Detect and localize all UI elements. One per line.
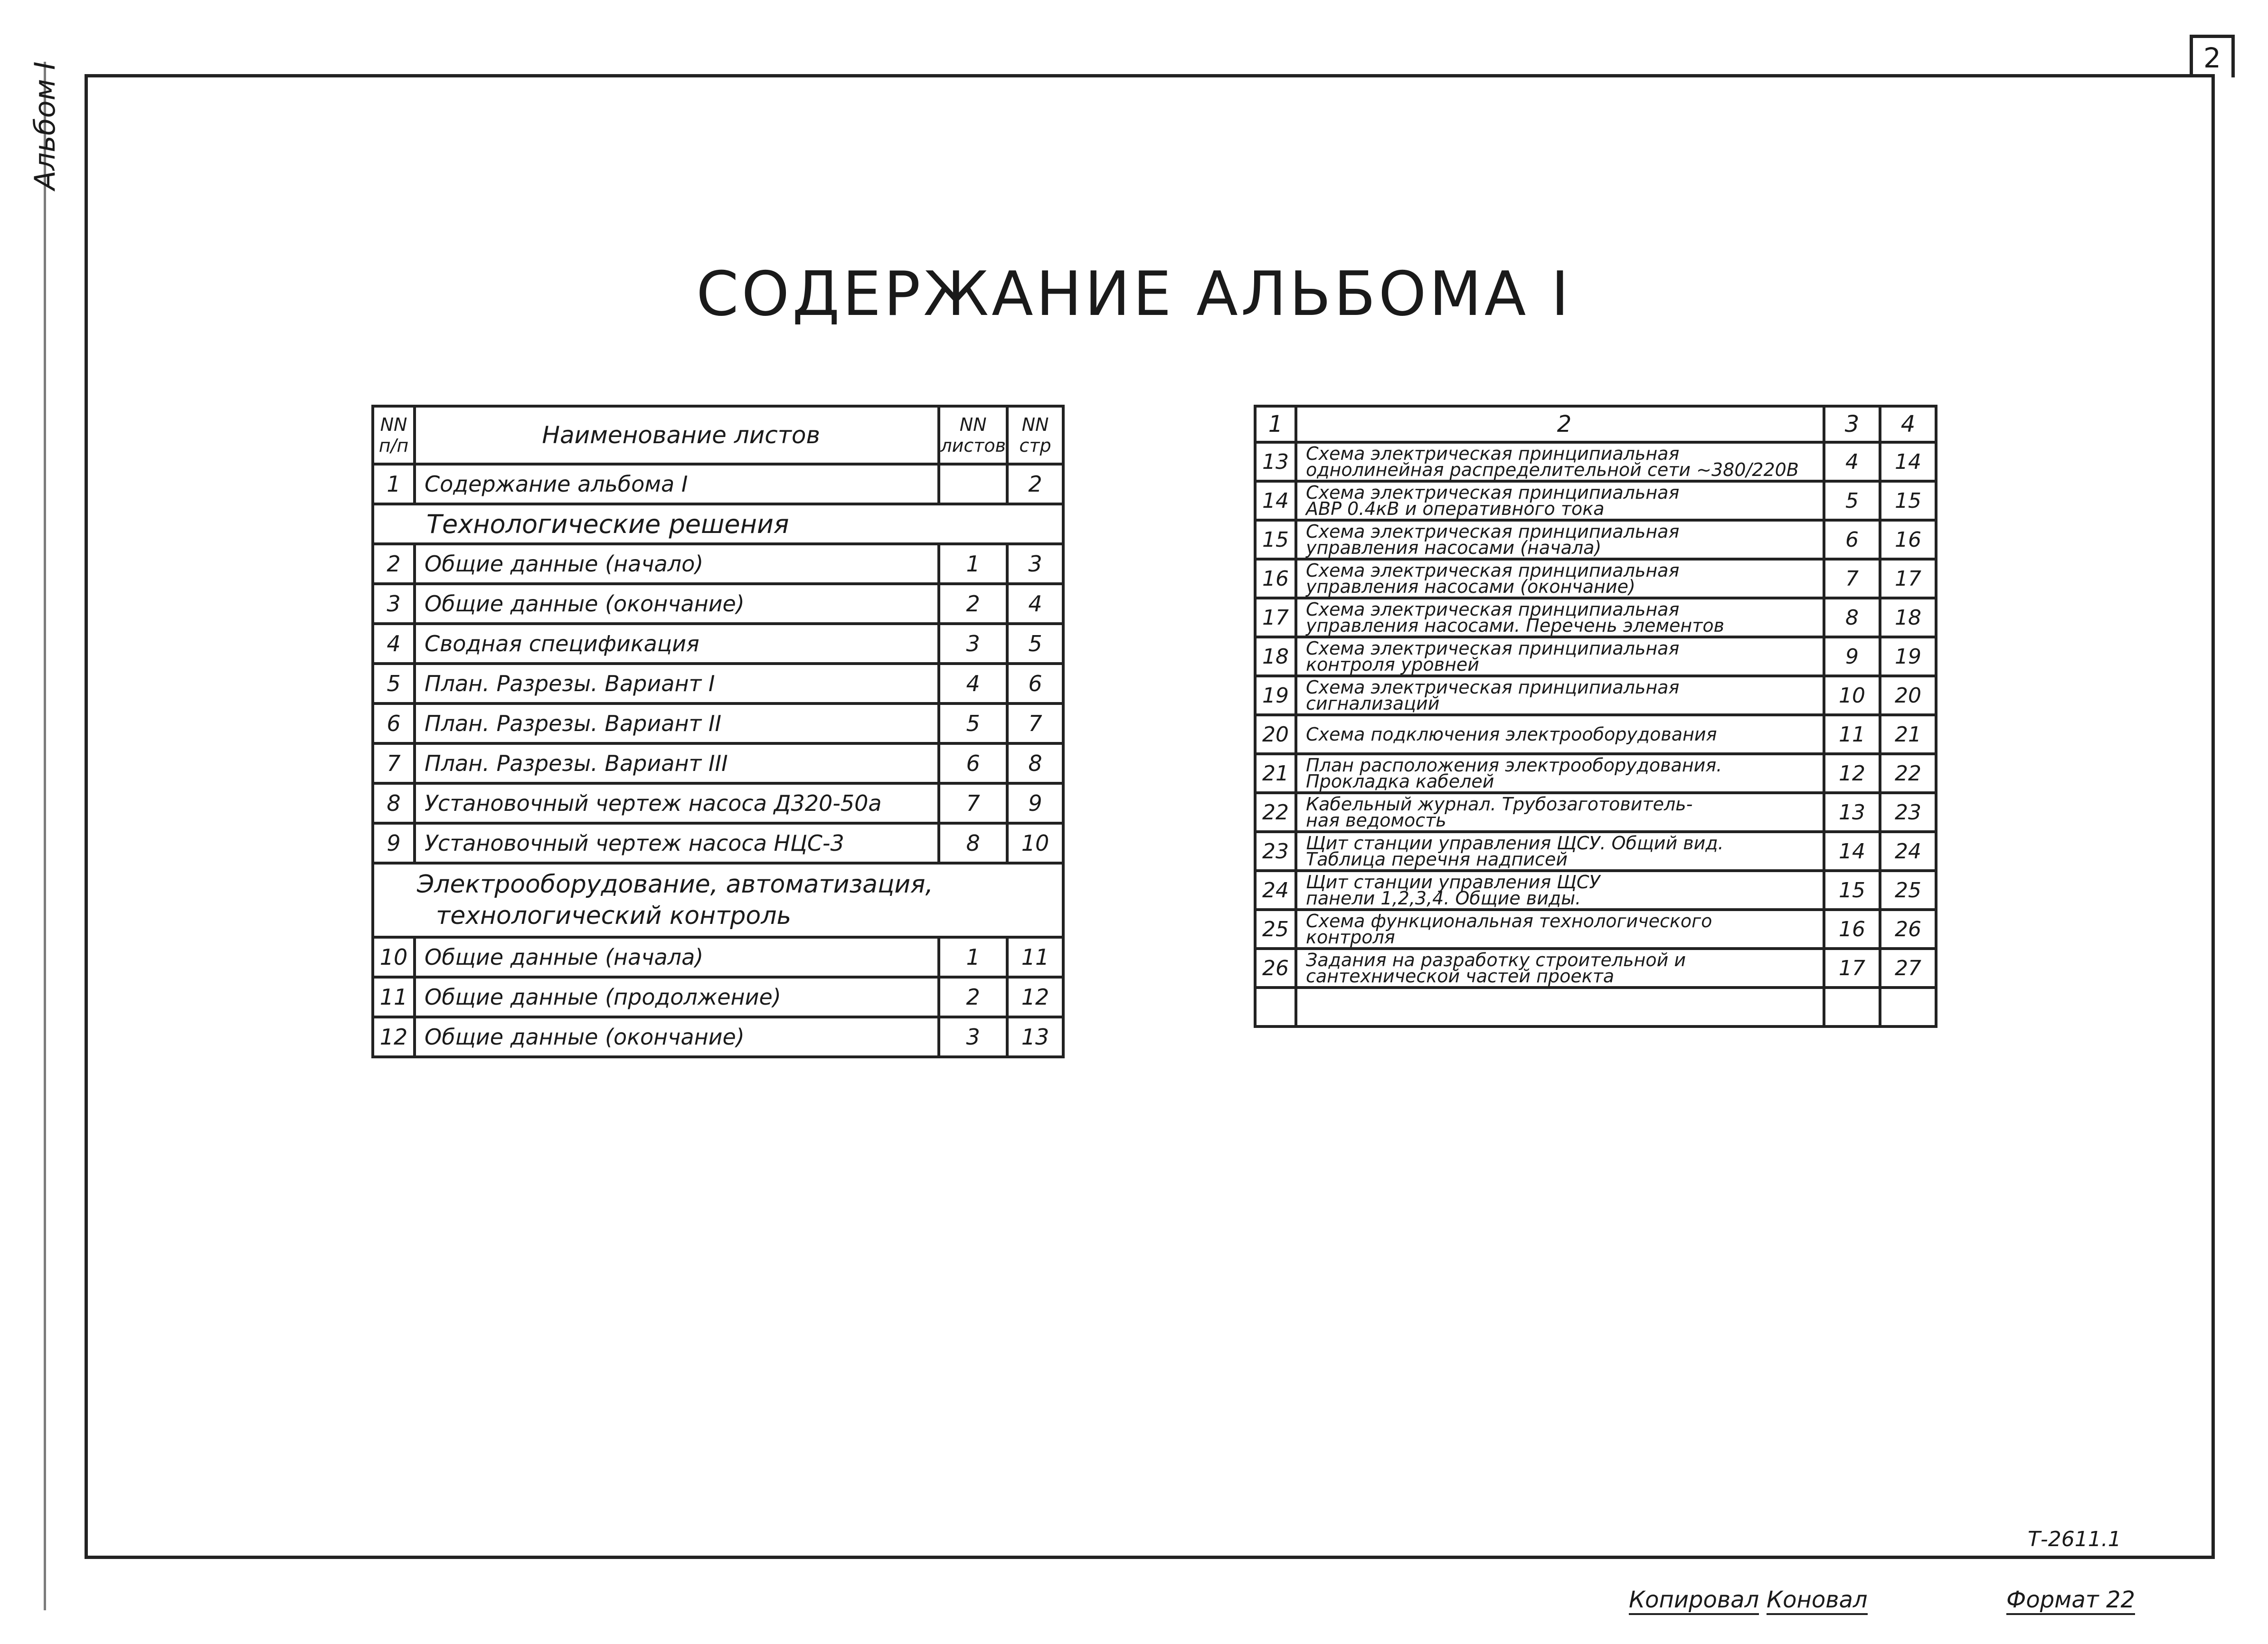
row-name-line2: контроля уровней [1306,654,1479,675]
row-sheet-cell: 7 [939,783,1007,823]
row-name-cell [1296,676,1824,715]
page-title: СОДЕРЖАНИЕ АЛЬБОМА I [696,259,1572,330]
row-page-cell: 2 [1007,464,1063,504]
row-num-cell: 7 [373,743,415,783]
row-num-cell: 14 [1255,481,1296,520]
header-sheet-cell: NN листов [939,406,1007,464]
row-name-cell [1296,754,1824,793]
section-heading-line2: технологический контроль [436,902,792,930]
row-num-cell: 25 [1255,910,1296,949]
row-page-cell: 3 [1007,544,1063,584]
row-num-cell: 20 [1255,715,1296,754]
row-name-cell: План. Разрезы. Вариант III [415,743,939,783]
row-name-line1: Схема функциональная технологического [1306,911,1712,931]
row-sheet-cell [1824,988,1880,1026]
row-page-cell: 20 [1880,676,1936,715]
row-page-cell: 8 [1007,743,1063,783]
row-name-cell [1296,481,1824,520]
row-name-line1: Схема электрическая принципиальная [1306,482,1680,503]
table-row [1255,832,1936,871]
row-name-line2: Прокладка кабелей [1306,771,1494,792]
row-page-cell: 21 [1880,715,1936,754]
row-name-line2: сантехнической частей проекта [1306,966,1615,987]
table-row [1255,676,1936,715]
row-num-cell: 26 [1255,949,1296,988]
row-name-line1: Схема подключения электрооборудования [1306,724,1717,745]
row-name-line1: Схема электрическая принципиальная [1306,638,1680,659]
row-sheet-cell: 1 [939,937,1007,977]
row-sheet-cell: 5 [939,703,1007,743]
row-name-line1: План расположения электрооборудования. [1306,755,1722,776]
table-row [373,823,1063,863]
table-row [373,937,1063,977]
row-sheet-cell: 15 [1824,871,1880,910]
row-page-cell: 5 [1007,624,1063,664]
contents-table-right [1254,405,1937,1028]
row-sheet-cell: 14 [1824,832,1880,871]
table-row [1255,442,1936,481]
row-name-line1: Кабельный журнал. Трубозаготовитель- [1306,794,1693,815]
row-num-cell: 21 [1255,754,1296,793]
row-num-cell: 22 [1255,793,1296,832]
row-num-cell: 2 [373,544,415,584]
row-name-line2: АВР 0.4кВ и оперативного тока [1306,498,1605,519]
row-name-line2: управления насосами (начала) [1306,537,1602,558]
row-sheet-cell: 3 [939,1017,1007,1057]
row-name-line1: Схема электрическая принципиальная [1306,599,1680,620]
row-page-cell: 24 [1880,832,1936,871]
row-num-cell: 4 [373,624,415,664]
table-row [373,743,1063,783]
row-sheet-cell: 2 [939,977,1007,1017]
row-name-cell: Установочный чертеж насоса НЦС-3 [415,823,939,863]
row-num-cell: 1 [373,464,415,504]
table-row [373,584,1063,624]
row-name-line2: однолинейная распределительной сети ~380/220В [1306,459,1799,480]
row-name-cell [1296,637,1824,676]
row-num-cell: 23 [1255,832,1296,871]
row-name-cell: Содержание альбома I [415,464,939,504]
row-name-line2: панели 1,2,3,4. Общие виды. [1306,888,1581,909]
row-name-line1: Схема электрическая принципиальная [1306,560,1680,581]
row-sheet-cell [939,464,1007,504]
row-num-cell: 17 [1255,598,1296,637]
row-sheet-cell: 8 [1824,598,1880,637]
format-label: Формат 22 [2006,1587,2135,1615]
header-num-cell: NN п/п [373,406,415,464]
row-num-cell: 9 [373,823,415,863]
section-heading [373,863,1063,937]
row-sheet-cell: 16 [1824,910,1880,949]
sheet-number: 2 [2190,35,2235,77]
row-sheet-cell: 10 [1824,676,1880,715]
row-page-cell: 27 [1880,949,1936,988]
table-row [1255,949,1936,988]
table-row [373,464,1063,504]
header-name-cell: 2 [1296,406,1824,442]
row-page-cell [1880,988,1936,1026]
row-sheet-cell: 1 [939,544,1007,584]
row-name-cell: Общие данные (начала) [415,937,939,977]
row-name-line1: Схема электрическая принципиальная [1306,521,1680,542]
row-name-cell [1296,715,1824,754]
table-row [373,783,1063,823]
row-num-cell: 24 [1255,871,1296,910]
row-num-cell: 16 [1255,559,1296,598]
row-name-line2: ная ведомость [1306,810,1446,831]
row-sheet-cell: 11 [1824,715,1880,754]
table-row [373,664,1063,703]
row-sheet-cell: 6 [939,743,1007,783]
table-row [373,703,1063,743]
row-sheet-cell: 13 [1824,793,1880,832]
row-page-cell: 12 [1007,977,1063,1017]
copied-by-label: Копировал [1629,1587,1759,1615]
section-heading-line1: Электрооборудование, автоматизация, [417,870,933,899]
table-row [373,1017,1063,1057]
row-name-line2: Таблица перечня надписей [1306,849,1568,870]
row-name-line2: управления насосами. Перечень элементов [1306,615,1725,636]
section-heading-row [373,863,1063,937]
album-side-label: Альбом I [28,61,62,190]
row-name-line1: Задания на разработку строительной и [1306,950,1686,970]
row-name-cell [1296,598,1824,637]
row-name-cell [1296,559,1824,598]
row-num-cell: 3 [373,584,415,624]
row-sheet-cell: 3 [939,624,1007,664]
row-name-cell: Сводная спецификация [415,624,939,664]
row-name-line1: Щит станции управления ЩСУ. Общий вид. [1306,833,1724,854]
row-name-cell: Общие данные (окончание) [415,1017,939,1057]
row-page-cell: 10 [1007,823,1063,863]
row-name-line2: контроля [1306,927,1395,948]
row-num-cell: 13 [1255,442,1296,481]
row-sheet-cell: 4 [939,664,1007,703]
table-row [1255,871,1936,910]
row-name-cell [1296,988,1824,1026]
row-name-cell [1296,910,1824,949]
table-row [1255,715,1936,754]
row-page-cell: 13 [1007,1017,1063,1057]
row-num-cell: 18 [1255,637,1296,676]
row-sheet-cell: 8 [939,823,1007,863]
table-row [1255,481,1936,520]
row-sheet-cell: 5 [1824,481,1880,520]
row-sheet-cell: 12 [1824,754,1880,793]
row-name-line1: Щит станции управления ЩСУ [1306,872,1600,893]
row-sheet-cell: 2 [939,584,1007,624]
header-num-cell: 1 [1255,406,1296,442]
table-row [1255,793,1936,832]
row-page-cell: 9 [1007,783,1063,823]
row-page-cell: 7 [1007,703,1063,743]
row-page-cell: 22 [1880,754,1936,793]
header-page-cell: NN стр [1007,406,1063,464]
header-sheet-cell: 3 [1824,406,1880,442]
row-sheet-cell: 4 [1824,442,1880,481]
section-heading: Технологические решения [373,504,1063,544]
row-num-cell: 15 [1255,520,1296,559]
table-row [373,544,1063,584]
row-num-cell: 5 [373,664,415,703]
row-name-cell [1296,871,1824,910]
table-row [1255,910,1936,949]
row-num-cell [1255,988,1296,1026]
contents-table-left [371,405,1065,1058]
header-page-cell: 4 [1880,406,1936,442]
row-page-cell: 14 [1880,442,1936,481]
row-name-line2: сигнализаций [1306,693,1440,714]
document-code: Т-2611.1 [2028,1527,2121,1551]
header-name-cell: Наименование листов [415,406,939,464]
row-name-cell [1296,793,1824,832]
table-row [1255,520,1936,559]
row-sheet-cell: 17 [1824,949,1880,988]
row-page-cell: 18 [1880,598,1936,637]
row-sheet-cell: 6 [1824,520,1880,559]
table-row [373,977,1063,1017]
row-page-cell: 19 [1880,637,1936,676]
row-name-cell: План. Разрезы. Вариант I [415,664,939,703]
row-name-line2: управления насосами (окончание) [1306,576,1635,597]
row-num-cell: 10 [373,937,415,977]
row-name-cell: Общие данные (окончание) [415,584,939,624]
row-page-cell: 25 [1880,871,1936,910]
row-page-cell: 26 [1880,910,1936,949]
table-row [1255,559,1936,598]
row-page-cell: 17 [1880,559,1936,598]
row-name-cell [1296,520,1824,559]
row-name-cell: План. Разрезы. Вариант II [415,703,939,743]
row-num-cell: 19 [1255,676,1296,715]
row-sheet-cell: 7 [1824,559,1880,598]
row-page-cell: 4 [1007,584,1063,624]
row-num-cell: 6 [373,703,415,743]
table-row [1255,988,1936,1026]
row-name-cell: Общие данные (продолжение) [415,977,939,1017]
row-num-cell: 8 [373,783,415,823]
row-page-cell: 11 [1007,937,1063,977]
row-page-cell: 15 [1880,481,1936,520]
row-name-cell: Установочный чертеж насоса Д320-50а [415,783,939,823]
row-name-line1: Схема электрическая принципиальная [1306,677,1680,698]
copier-name: Коновал [1767,1587,1868,1615]
table-row [1255,637,1936,676]
table-header-row [373,406,1063,464]
section-heading-row [373,504,1063,544]
table-row [373,624,1063,664]
row-page-cell: 23 [1880,793,1936,832]
table-row [1255,598,1936,637]
row-page-cell: 16 [1880,520,1936,559]
table-header-row [1255,406,1936,442]
table-row [1255,754,1936,793]
row-page-cell: 6 [1007,664,1063,703]
row-name-line1: Схема электрическая принципиальная [1306,443,1680,464]
row-name-cell [1296,442,1824,481]
row-sheet-cell: 9 [1824,637,1880,676]
row-name-cell [1296,949,1824,988]
row-name-cell [1296,832,1824,871]
row-num-cell: 11 [373,977,415,1017]
row-num-cell: 12 [373,1017,415,1057]
row-name-cell: Общие данные (начало) [415,544,939,584]
